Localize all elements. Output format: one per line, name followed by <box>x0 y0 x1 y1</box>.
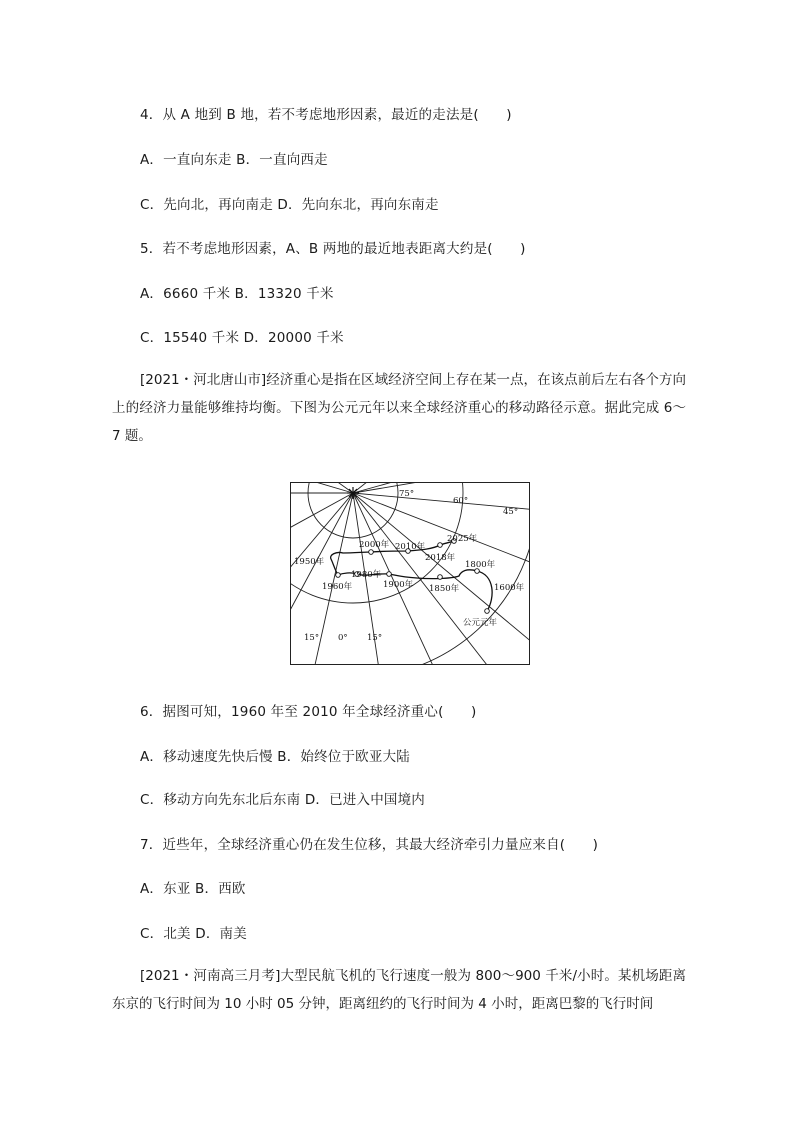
point-1850 <box>438 575 443 580</box>
year-label-1900: 1900年 <box>383 580 414 590</box>
q4-options-ab: A．一直向东走 B．一直向西走 <box>140 152 328 168</box>
lat-label-45: 45° <box>503 507 519 517</box>
year-label-1980: 1980年 <box>351 570 382 580</box>
q5-options-cd: C．15540 千米 D．20000 千米 <box>140 330 344 346</box>
q6-options-cd: C．移动方向先东北后东南 D．已进入中国境内 <box>140 792 426 808</box>
year-label-1950: 1950年 <box>294 557 325 567</box>
q5-stem: 5．若不考虑地形因素，A、B 两地的最近地表距离大约是( ) <box>140 241 526 257</box>
q7-options-ab: A．东亚 B．西欧 <box>140 881 246 897</box>
q4-options-cd: C．先向北，再向南走 D．先向东北，再向东南走 <box>140 197 439 213</box>
lon-label-15e: 15° <box>367 633 383 643</box>
year-label-2010: 2010年 <box>395 542 426 552</box>
q7-stem: 7．近些年，全球经济重心仍在发生位移，其最大经济牵引力量应来自( ) <box>140 837 599 853</box>
q6-stem: 6．据图可知，1960 年至 2010 年全球经济重心( ) <box>140 704 477 720</box>
latitude-circle-45 <box>291 483 529 664</box>
q5-options-ab: A．6660 千米 B．13320 千米 <box>140 286 334 302</box>
point-2000 <box>369 550 374 555</box>
point-1900 <box>387 572 392 577</box>
lat-label-75: 75° <box>399 489 415 499</box>
year-label-1800: 1800年 <box>465 560 496 570</box>
map-svg <box>291 483 529 664</box>
intro-paragraph-economic-center: [2021・河北唐山市]经济重心是指在区域经济空间上存在某一点，在该点前后左右各个方向上的经济力量能够维持均衡。下图为公元元年以来全球经济重心的移动路径示意。据此完成 6～7 题。 <box>112 372 686 444</box>
lon-label-15w: 15° <box>304 633 320 643</box>
year-label-2000: 2000年 <box>359 540 390 550</box>
point-1960 <box>336 573 341 578</box>
economic-center-path-map <box>290 482 530 665</box>
lat-label-60: 60° <box>453 496 469 506</box>
point-2018 <box>438 543 443 548</box>
q6-options-ab: A．移动速度先快后慢 B．始终位于欧亚大陆 <box>140 749 410 765</box>
year-label-1600: 1600年 <box>494 583 525 593</box>
q7-options-cd: C．北美 D．南美 <box>140 926 247 942</box>
pole-icon <box>347 487 359 499</box>
year-label-1850: 1850年 <box>429 584 460 594</box>
point-0ad <box>485 609 490 614</box>
year-label-0ad: 公元元年 <box>463 618 498 628</box>
lon-label-0: 0° <box>338 633 348 643</box>
intro-paragraph-flight: [2021・河南高三月考]大型民航飞机的飞行速度一般为 800～900 千米/小时。某机场距离东京的飞行时间为 10 小时 05 分钟，距离纽约的飞行时间为 4 小时，距离巴黎的飞行时间 <box>112 968 686 1012</box>
q4-stem: 4．从 A 地到 B 地，若不考虑地形因素，最近的走法是( ) <box>140 107 512 123</box>
year-label-1960: 1960年 <box>322 582 353 592</box>
year-label-2018: 2018年 <box>425 553 456 563</box>
year-label-2025: 2025年 <box>447 534 478 544</box>
